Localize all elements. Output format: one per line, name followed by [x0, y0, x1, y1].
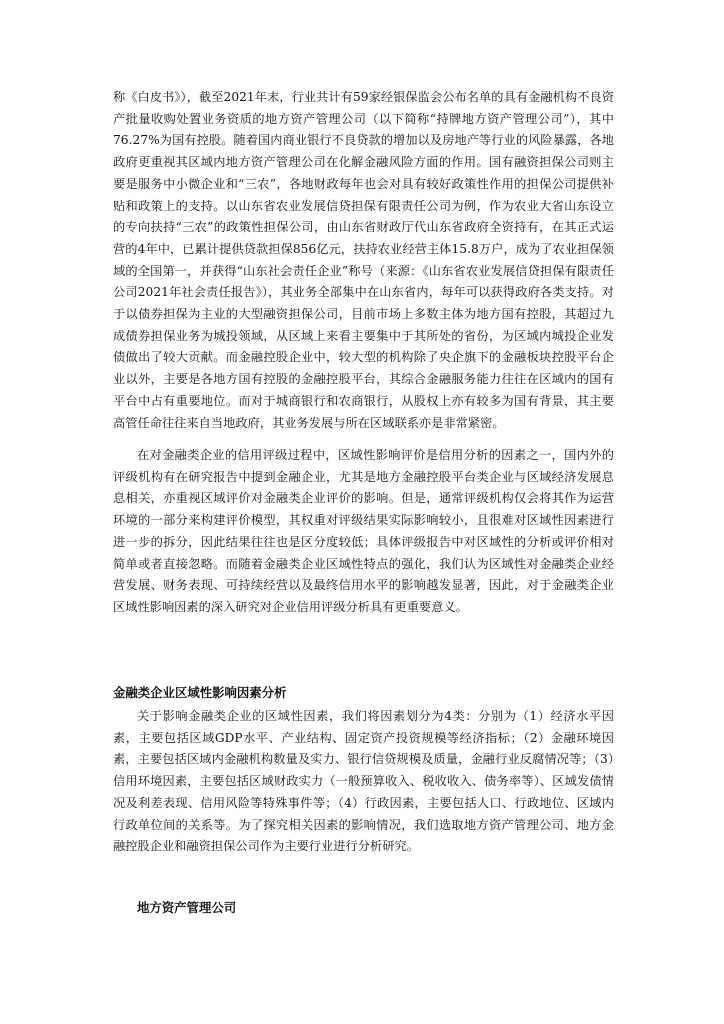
section-heading: 金融类企业区域性影响因素分析: [113, 685, 287, 700]
subsection-heading: 地方资产管理公司: [137, 900, 237, 915]
body-paragraph: 在对金融类企业的信用评级过程中，区域性影响评价是信用分析的因素之一，国内外的评级机构有在研究报告中提到金融企业，尤其是地方金融控股平台类企业与区域经济发展息息相关，亦重视区域评价对金融类企业评价的影响。但是，通常评级机构仅会将其作为运营环境的一部分来构建评价模型，其权重对评级结果实际影响较小，且很难对区域性因素进行进一步的拆分，因此结果往往也是区分度较低；具体评级报告中对区域性的分析或评价相对简单或者直接忽略。而随着金融类企业区域性特点的强化，我们认为区域性对金融类企业经营发展、财务表现、可持续经营以及最终信用水平的影响越发显著，因此，对于金融类企业区域性影响因素的深入研究对企业信用评级分析具有更重要意义。: [113, 448, 614, 614]
body-paragraph: 关于影响金融类企业的区域性因素，我们将因素划分为4类：分别为（1）经济水平因素，主要包括区域GDP水平、产业结构、固定资产投资规模等经济指标；（2）金融环境因素，主要包括区域内金融机构数量及实力、银行信贷规模及质量，金融行业反腐情况等；（3）信用环境因素，主要包括区域财政实力（一般预算收入、税收收入、债务率等）、区域发债情况及利差表现、信用风险等特殊事件等；（4）行政因素，主要包括人口、行政地位、区域内行政单位间的关系等。为了探究相关因素的影响情况，我们选取地方资产管理公司、地方金融控股企业和融资担保公司作为主要行业进行分析研究。: [113, 709, 614, 854]
body-paragraph: 称《白皮书》），截至2021年末，行业共计有59家经银保监会公布名单的具有金融机构不良资产批量收购处置业务资质的地方资产管理公司（以下简称“持牌地方资产管理公司”），其中76.27%为国有控股。随着国内商业银行不良贷款的增加以及房地产等行业的风险暴露，各地政府更重视其区域内地方资产管理公司在化解金融风险方面的作用。国有融资担保公司则主要是服务中小微企业和“三农”，各地财政每年也会对具有较好政策性作用的担保公司提供补贴和政策上的支持。以山东省农业发展信贷担保有限责任公司为例，作为农业大省山东设立的专向扶持“三农”的政策性担保公司，由山东省财政厅代山东省政府全资持有，在其正式运营的4年中，已累计提供贷款担保856亿元，扶持农业经营主体15.8万户，成为了农业担保领域的全国第一，并获得“山东社会责任企业”称号（来源：《山东省农业发展信贷担保有限责任公司2021年社会责任报告》），其业务全部集中在山东省内，每年可以获得政府各类支持。对于以债券担保为主业的大型融资担保公司，目前市场上多数主体为地方国有控股，其超过九成债券担保业务为城投领域，从区域上来看主要集中于其所处的省份，为区域内城投企业发债做出了较大贡献。而金融控股企业中，较大型的机构除了央企旗下的金融板块控股平台企业以外，主要是各地方国有控股的金融控股平台，其综合金融服务能力往往在区域内的国有平台中占有重要地位。而对于城商银行和农商银行，从股权上亦有较多为国有背景，其主要高管任命往往来自当地政府，其业务发展与所在区域联系亦是非常紧密。: [113, 90, 614, 430]
